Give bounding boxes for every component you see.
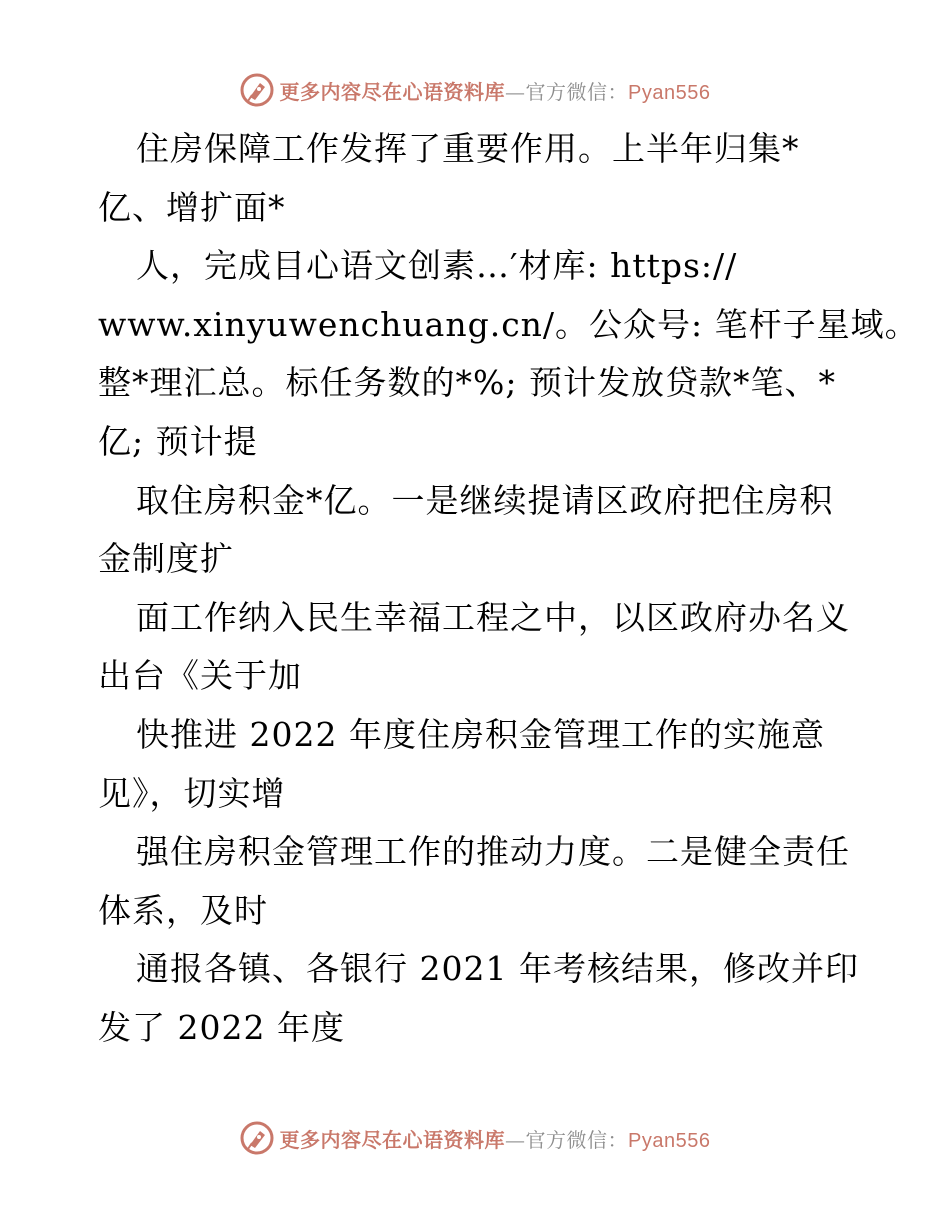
body-line: 整*理汇总。标任务数的*%; 预计发放贷款*笔、* (98, 363, 836, 403)
footer-wechat-label: 官方微信： (525, 1127, 629, 1152)
body-line: 快推进 2022 年度住房积金管理工作的实施意 (136, 714, 825, 754)
footer-site-text: 更多内容尽在心语资料库 (279, 1127, 506, 1152)
pen-nib-logo-icon (240, 73, 274, 107)
footer-wechat-id: Pyan556 (628, 1129, 711, 1152)
body-line: 人，完成目心语文创素…′材库: https:// (136, 246, 738, 286)
header-separator: — (505, 79, 526, 104)
body-line: 强住房积金管理工作的推动力度。二是健全责任 (136, 832, 850, 872)
body-line: 面工作纳入民生幸福工程之中，以区政府办名义 (136, 597, 850, 637)
body-line: 见》，切实增 (98, 773, 286, 813)
body-line: 亿、增扩面* (98, 187, 286, 227)
header-wechat-id: Pyan556 (628, 81, 711, 104)
body-line: 体系，及时 (98, 890, 268, 930)
body-line: 取住房积金*亿。一是继续提请区政府把住房积 (136, 480, 834, 520)
footer-text (280, 1124, 711, 1153)
footer-separator: — (505, 1127, 526, 1152)
body-line: 亿; 预计提 (98, 421, 258, 461)
header-text (280, 76, 711, 105)
body-line: 出台《关于加 (98, 656, 302, 696)
header-site-text: 更多内容尽在心语资料库 (279, 79, 506, 104)
body-line: 金制度扩 (98, 539, 234, 579)
header-banner (0, 70, 950, 110)
body-line: 发了 2022 年度 (98, 1007, 345, 1047)
footer-banner (0, 1118, 950, 1158)
pen-nib-logo-icon (240, 1121, 274, 1155)
header-wechat-label: 官方微信： (525, 79, 629, 104)
body-line: 通报各镇、各银行 2021 年考核结果，修改并印 (136, 949, 859, 989)
document-body (98, 120, 919, 1058)
body-line: www.xinyuwenchuang.cn/。公众号: 笔杆子星域。 (98, 304, 919, 344)
body-line: 住房保障工作发挥了重要作用。上半年归集* (136, 129, 800, 168)
